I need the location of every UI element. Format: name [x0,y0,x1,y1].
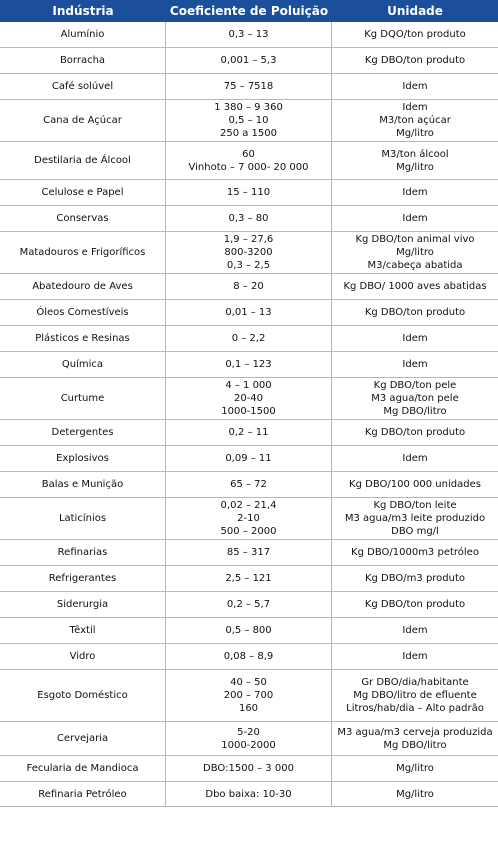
coefficient-cell [166,566,332,591]
unit-cell [332,378,498,419]
coefficient-line: DBO:1500 – 3 000 [203,763,294,774]
unit-line: Kg DBO/ 1000 aves abatidas [343,281,487,292]
unit-cell [332,420,498,445]
industry-cell: Alumínio [0,22,166,47]
table-row [0,644,498,670]
industry-cell: Destilaria de Álcool [0,142,166,179]
unit-line: Kg DBO/ton animal vivo [355,234,475,245]
industry-cell: Cana de Açúcar [0,100,166,141]
coefficient-cell [166,142,332,179]
coefficient-line: 250 a 1500 [219,128,278,139]
unit-line: Mg/litro [396,128,434,139]
unit-line: Kg DQO/ton produto [364,29,466,40]
coefficient-line: 40 – 50 [230,677,267,688]
unit-cell [332,326,498,351]
industry-cell: Têxtil [0,618,166,643]
industry-cell: Laticínios [0,498,166,539]
coefficient-cell [166,232,332,273]
unit-cell [332,670,498,721]
unit-line: Kg DBO/ton produto [364,55,466,66]
coefficient-cell [166,206,332,231]
coefficient-line: 0,001 – 5,3 [220,55,277,66]
unit-line: Gr DBO/dia/habitante [361,677,469,688]
industry-cell: Abatedouro de Aves [0,274,166,299]
table-row [0,756,498,782]
unit-line: Kg DBO/ton produto [364,427,466,438]
unit-cell [332,446,498,471]
unit-line: Kg DBO/ton leite [373,500,457,511]
table-row [0,498,498,540]
coefficient-cell [166,326,332,351]
coefficient-cell [166,74,332,99]
unit-line: M3/cabeça abatida [367,260,463,271]
industry-cell: Explosivos [0,446,166,471]
unit-line: Mg/litro [396,763,434,774]
unit-line: Idem [402,625,428,636]
header-unit: Unidade [387,4,443,18]
table-row [0,274,498,300]
unit-cell [332,352,498,377]
unit-cell [332,274,498,299]
coefficient-cell [166,498,332,539]
coefficient-line: 0,01 – 13 [225,307,272,318]
table-row [0,74,498,100]
unit-cell [332,618,498,643]
unit-line: Idem [402,187,428,198]
unit-line: Kg DBO/ton produto [364,599,466,610]
table-row [0,722,498,756]
coefficient-line: 0,3 – 80 [228,213,269,224]
table-row [0,180,498,206]
industry-cell: Óleos Comestíveis [0,300,166,325]
coefficient-line: 75 – 7518 [223,81,274,92]
industry-cell: Refinarias [0,540,166,565]
industry-cell: Balas e Munição [0,472,166,497]
table-body [0,22,498,807]
industry-cell: Esgoto Doméstico [0,670,166,721]
coefficient-line: 0,1 – 123 [225,359,272,370]
unit-line: Mg DBO/litro [383,406,447,417]
table-row [0,540,498,566]
unit-line: Idem [402,81,428,92]
unit-line: M3 agua/m3 leite produzido [344,513,486,524]
industry-cell: Matadouros e Frigoríficos [0,232,166,273]
coefficient-line: 65 – 72 [230,479,267,490]
unit-line: Idem [402,359,428,370]
table-row [0,566,498,592]
table-row [0,48,498,74]
header-coefficient: Coeficiente de Poluição [169,4,329,18]
industry-cell: Refinaria Petróleo [0,782,166,806]
coefficient-line: 160 [238,703,259,714]
industry-cell: Celulose e Papel [0,180,166,205]
unit-line: Idem [402,651,428,662]
unit-cell [332,74,498,99]
coefficient-line: Dbo baixa: 10-30 [205,788,292,800]
coefficient-cell [166,472,332,497]
unit-line: Kg DBO/ton produto [364,307,466,318]
table-row [0,22,498,48]
industry-cell: Cervejaria [0,722,166,755]
coefficient-line: 5-20 [237,726,260,738]
unit-line: M3/ton álcool [381,148,449,160]
industry-cell: Detergentes [0,420,166,445]
unit-cell [332,22,498,47]
coefficient-line: 1000-2000 [221,739,276,751]
unit-line: DBO mg/l [391,526,439,537]
industry-cell: Borracha [0,48,166,73]
coefficient-line: 0,3 – 13 [228,29,269,40]
unit-cell [332,300,498,325]
table-row [0,782,498,807]
coefficient-cell [166,100,332,141]
unit-line: Kg DBO/m3 produto [364,573,466,584]
unit-line: Kg DBO/ton pele [373,380,457,391]
unit-cell [332,722,498,755]
unit-line: Kg DBO/1000m3 petróleo [351,547,479,558]
table-row [0,142,498,180]
coefficient-line: 20-40 [233,393,264,404]
coefficient-line: 2,5 – 121 [225,573,272,584]
table-row [0,446,498,472]
coefficient-line: 4 – 1 000 [225,380,272,391]
table-row [0,100,498,142]
coefficient-cell [166,722,332,755]
coefficient-cell [166,670,332,721]
coefficient-line: 1 380 – 9 360 [214,102,283,113]
coefficient-line: 0,2 – 5,7 [226,599,271,610]
unit-cell [332,498,498,539]
coefficient-cell [166,274,332,299]
industry-cell: Refrigerantes [0,566,166,591]
unit-cell [332,180,498,205]
coefficient-line: 0,02 – 21,4 [220,500,277,511]
industry-cell: Vidro [0,644,166,669]
table-row [0,378,498,420]
coefficient-line: 200 – 700 [223,690,274,701]
coefficient-cell [166,420,332,445]
unit-cell [332,100,498,141]
coefficient-cell [166,618,332,643]
coefficient-line: 0,08 – 8,9 [223,651,274,662]
coefficient-line: 0,5 – 10 [228,115,269,126]
table-row [0,670,498,722]
industry-cell: Plásticos e Resinas [0,326,166,351]
unit-cell [332,592,498,617]
table-row [0,206,498,232]
unit-line: Mg DBO/litro de efluente [353,690,477,701]
unit-line: Mg/litro [396,247,434,258]
unit-line: Idem [402,453,428,464]
unit-cell [332,206,498,231]
coefficient-line: 60 [242,148,255,160]
table-row [0,420,498,446]
industry-cell: Siderurgia [0,592,166,617]
coefficient-line: 2-10 [237,513,260,524]
industry-cell: Fecularia de Mandioca [0,756,166,781]
coefficient-cell [166,446,332,471]
coefficient-line: 0,09 – 11 [225,453,272,464]
unit-line: M3/ton açúcar [379,115,451,126]
unit-line: Idem [402,333,428,344]
coefficient-cell [166,782,332,806]
coefficient-line: 15 – 110 [226,187,271,198]
coefficient-cell [166,180,332,205]
unit-cell [332,644,498,669]
coefficient-cell [166,378,332,419]
table-row [0,352,498,378]
coefficient-line: 1,9 – 27,6 [223,234,274,245]
unit-cell [332,232,498,273]
unit-line: M3 agua/ton pele [371,393,459,404]
unit-cell [332,782,498,806]
coefficient-line: Vinhoto – 7 000- 20 000 [188,161,309,173]
industry-cell: Conservas [0,206,166,231]
industry-cell: Curtume [0,378,166,419]
unit-line: Kg DBO/100 000 unidades [349,479,481,490]
unit-cell [332,756,498,781]
coefficient-line: 1000-1500 [221,406,276,417]
coefficient-cell [166,22,332,47]
unit-line: Litros/hab/dia – Alto padrão [346,703,484,714]
table-row [0,592,498,618]
coefficient-cell [166,592,332,617]
unit-line: Idem [402,213,428,224]
coefficient-cell [166,540,332,565]
coefficient-cell [166,644,332,669]
unit-cell [332,472,498,497]
coefficient-line: 0,3 – 2,5 [226,260,271,271]
industry-cell: Café solúvel [0,74,166,99]
coefficient-line: 0,5 – 800 [225,625,272,636]
unit-cell [332,540,498,565]
header-industry: Indústria [52,4,114,18]
unit-line: Mg/litro [396,161,434,173]
unit-cell [332,142,498,179]
coefficient-line: 0 – 2,2 [231,333,266,344]
coefficient-line: 8 – 20 [233,281,264,292]
table-row [0,300,498,326]
unit-line: Idem [402,102,428,113]
unit-line: M3 agua/m3 cerveja produzida [337,726,493,738]
coefficient-line: 500 – 2000 [220,526,277,537]
coefficient-line: 800-3200 [224,247,273,258]
table-row [0,472,498,498]
coefficient-cell [166,756,332,781]
coefficient-line: 85 – 317 [226,547,271,558]
unit-cell [332,48,498,73]
unit-line: Mg/litro [396,788,434,800]
table-row [0,326,498,352]
unit-cell [332,566,498,591]
industry-cell: Química [0,352,166,377]
coefficient-cell [166,48,332,73]
coefficient-cell [166,300,332,325]
table-header [0,0,498,22]
unit-line: Mg DBO/litro [383,739,447,751]
coefficient-line: 0,2 – 11 [228,427,269,438]
table-row [0,618,498,644]
table-row [0,232,498,274]
coefficient-cell [166,352,332,377]
